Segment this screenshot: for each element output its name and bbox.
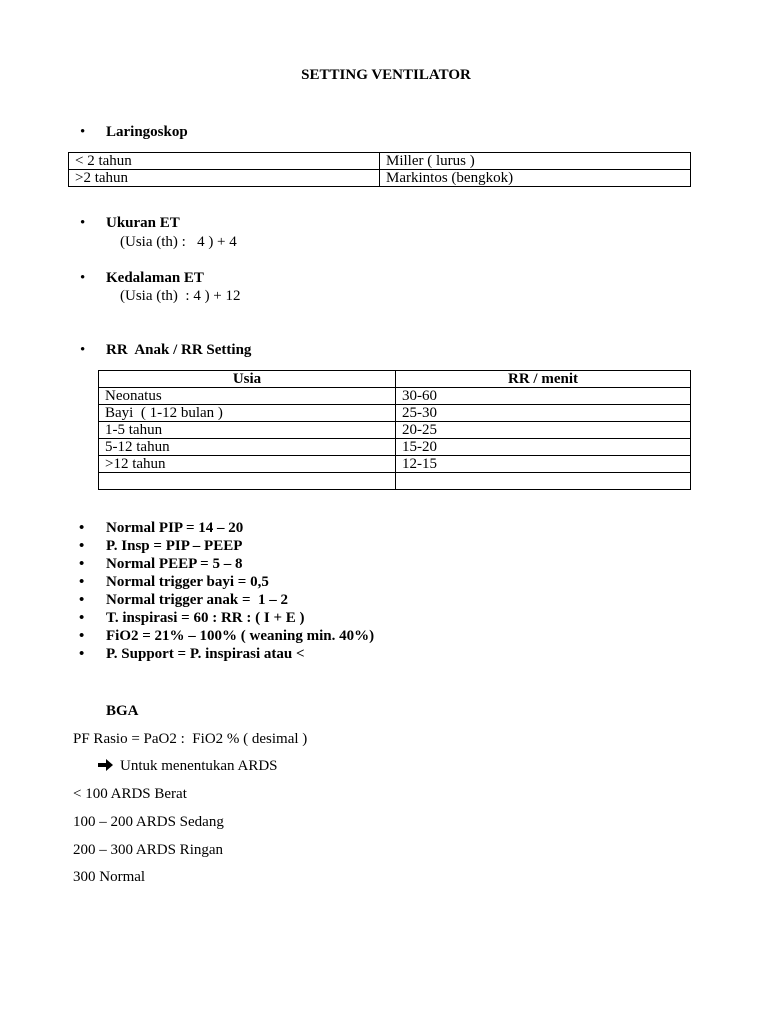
ards-purpose-text: Untuk menentukan ARDS xyxy=(120,758,278,774)
table-header-row xyxy=(99,371,691,388)
table-row xyxy=(99,405,691,422)
table-cell: < 2 tahun xyxy=(69,153,380,170)
table-cell: >2 tahun xyxy=(69,170,380,187)
rr-table xyxy=(98,370,691,490)
table-cell: 25-30 xyxy=(396,405,691,422)
list-item xyxy=(79,609,374,627)
ards-level: 100 – 200 ARDS Sedang xyxy=(73,814,224,830)
ards-level: 200 – 300 ARDS Ringan xyxy=(73,842,224,858)
table-row xyxy=(99,456,691,473)
table-cell: 5-12 tahun xyxy=(99,439,396,456)
bullet-dot: • xyxy=(79,556,85,572)
table-cell: Bayi ( 1-12 bulan ) xyxy=(99,405,396,422)
table-cell: Neonatus xyxy=(99,388,396,405)
column-header-usia: Usia xyxy=(99,371,396,388)
table-cell: Miller ( lurus ) xyxy=(380,153,691,170)
table-row xyxy=(69,170,691,187)
table-cell: 1-5 tahun xyxy=(99,422,396,439)
table-row xyxy=(99,473,691,490)
list-item xyxy=(79,537,374,555)
ukuran-et-formula: (Usia (th) : 4 ) + 4 xyxy=(120,234,237,250)
table-cell xyxy=(396,473,691,490)
list-item-text: P. Insp = PIP – PEEP xyxy=(106,538,243,554)
laringoskop-table xyxy=(68,152,691,187)
table-cell xyxy=(99,473,396,490)
list-item xyxy=(79,519,374,537)
list-item xyxy=(79,645,374,663)
bullet-dot: • xyxy=(79,538,85,554)
list-item-text: Normal PEEP = 5 – 8 xyxy=(106,556,243,572)
list-item-text: Normal trigger anak = 1 – 2 xyxy=(106,592,288,608)
table-cell: 30-60 xyxy=(396,388,691,405)
list-item-text: Normal trigger bayi = 0,5 xyxy=(106,574,269,590)
table-cell: Markintos (bengkok) xyxy=(380,170,691,187)
column-header-rr: RR / menit xyxy=(396,371,691,388)
table-cell: >12 tahun xyxy=(99,456,396,473)
list-item-text: P. Support = P. inspirasi atau < xyxy=(106,646,305,662)
list-item-text: FiO2 = 21% – 100% ( weaning min. 40%) xyxy=(106,628,375,644)
bullet-dot: • xyxy=(80,342,86,358)
table-cell: 15-20 xyxy=(396,439,691,456)
page-title: SETTING VENTILATOR xyxy=(301,67,471,83)
laringoskop-heading: Laringoskop xyxy=(106,124,188,140)
kedalaman-et-formula: (Usia (th) : 4 ) + 12 xyxy=(120,288,241,304)
bullet-dot: • xyxy=(79,646,85,662)
arrow-right-icon xyxy=(97,757,115,778)
table-row xyxy=(99,388,691,405)
bga-heading: BGA xyxy=(106,703,139,719)
bullet-dot: • xyxy=(80,215,86,231)
list-item xyxy=(79,591,374,609)
bullet-dot: • xyxy=(80,124,86,140)
bullet-dot: • xyxy=(79,592,85,608)
table-row xyxy=(69,153,691,170)
ards-level: < 100 ARDS Berat xyxy=(73,786,187,802)
list-item-text: Normal PIP = 14 – 20 xyxy=(106,520,244,536)
bullet-dot: • xyxy=(79,520,85,536)
list-item-text: T. inspirasi = 60 : RR : ( I + E ) xyxy=(106,610,305,626)
bullet-dot: • xyxy=(79,628,85,644)
rr-heading: RR Anak / RR Setting xyxy=(106,342,252,358)
settings-list xyxy=(79,519,374,663)
bullet-dot: • xyxy=(80,270,86,286)
list-item xyxy=(79,627,374,645)
table-row xyxy=(99,422,691,439)
bullet-dot: • xyxy=(79,610,85,626)
bullet-dot: • xyxy=(79,574,85,590)
pf-ratio-text: PF Rasio = PaO2 : FiO2 % ( desimal ) xyxy=(73,731,308,747)
table-row xyxy=(99,439,691,456)
ukuran-et-heading: Ukuran ET xyxy=(106,215,180,231)
list-item xyxy=(79,555,374,573)
list-item xyxy=(79,573,374,591)
table-cell: 20-25 xyxy=(396,422,691,439)
table-cell: 12-15 xyxy=(396,456,691,473)
kedalaman-et-heading: Kedalaman ET xyxy=(106,270,204,286)
ards-level: 300 Normal xyxy=(73,869,146,885)
